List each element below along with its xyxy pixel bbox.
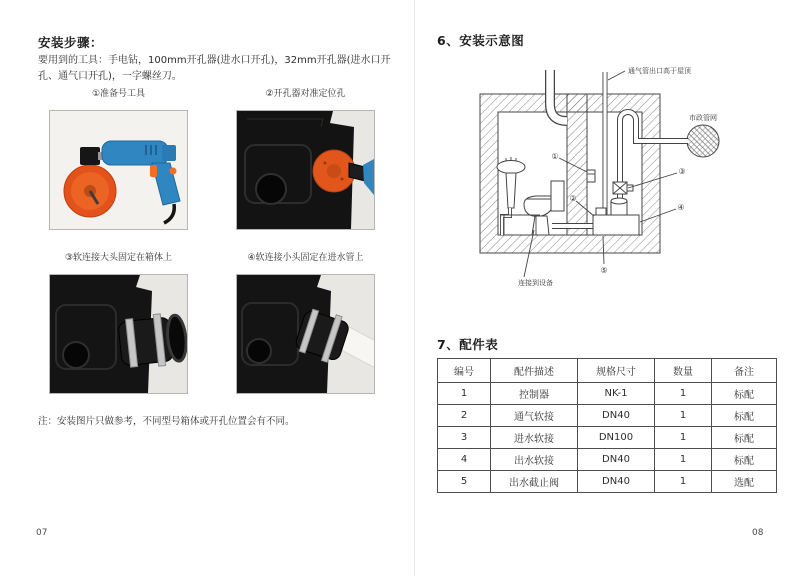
- installation-diagram: [452, 58, 782, 302]
- header-desc: 配件描述: [491, 359, 578, 383]
- municipal-pipe-section: [687, 125, 719, 157]
- cell: 进水软接: [491, 427, 578, 449]
- installation-note: 注：安装图片只做参考，不同型号箱体或开孔位置会有不同。: [38, 416, 295, 427]
- cell: 3: [438, 427, 491, 449]
- controller-box: [587, 170, 595, 182]
- cell: 1: [655, 383, 712, 405]
- cell: 2: [438, 405, 491, 427]
- photo-step1-tools: [49, 110, 188, 230]
- step1-caption: ①准备号工具: [91, 89, 146, 99]
- sewage-pump-unit: [552, 198, 639, 235]
- right-page-number: 08: [752, 528, 764, 538]
- pipe-into-coupling-illustration: [237, 275, 374, 393]
- cell: 标配: [712, 427, 777, 449]
- cell: 标配: [712, 449, 777, 471]
- parts-table: [437, 358, 777, 493]
- cell: 1: [655, 471, 712, 493]
- table-row: [438, 383, 777, 405]
- cell: NK-1: [578, 383, 655, 405]
- table-row: [438, 405, 777, 427]
- step3-caption: ③软连接大头固定在箱体上: [64, 253, 173, 263]
- marker-1: ①: [551, 152, 559, 161]
- cell: 选配: [712, 471, 777, 493]
- cell: 4: [438, 449, 491, 471]
- page-divider: [414, 0, 415, 576]
- step2-caption: ②开孔器对准定位孔: [265, 89, 346, 99]
- cell: DN40: [578, 405, 655, 427]
- header-number: 编号: [438, 359, 491, 383]
- photo-step2-align-holesaw: [236, 110, 375, 230]
- marker-5: ⑤: [600, 266, 608, 275]
- cell: DN100: [578, 427, 655, 449]
- pipe-shaft-wall: [567, 94, 587, 235]
- holesaw-on-tank-illustration: [237, 111, 374, 229]
- table-row: [438, 449, 777, 471]
- cell: 标配: [712, 405, 777, 427]
- connect-label: 连接到设备: [518, 279, 553, 287]
- header-qty: 数量: [655, 359, 712, 383]
- cell: 控制器: [491, 383, 578, 405]
- drill-and-holesaw-illustration: [50, 111, 187, 229]
- cell: 1: [655, 405, 712, 427]
- cell: 1: [655, 449, 712, 471]
- coupling-on-tank-illustration: [50, 275, 187, 393]
- cell: 出水软接: [491, 449, 578, 471]
- cell: DN40: [578, 471, 655, 493]
- table-row: [438, 427, 777, 449]
- cell: 1: [655, 427, 712, 449]
- vent-label: 通气管出口高于屋顶: [628, 67, 691, 75]
- step4-caption: ④软连接小头固定在进水管上: [247, 253, 364, 263]
- table-row: [438, 471, 777, 493]
- header-spec: 规格尺寸: [578, 359, 655, 383]
- municipal-label: 市政管网: [689, 114, 717, 122]
- left-page-number: 07: [36, 528, 48, 538]
- installation-diagram-svg: [452, 58, 782, 298]
- marker-3: ③: [678, 167, 686, 176]
- cell: 5: [438, 471, 491, 493]
- photo-step4-coupling-small-end: [236, 274, 375, 394]
- tools-intro-text: 要用到的工具：手电钻，100mm开孔器(进水口开孔)，32mm开孔器(进水口开孔、通气口开孔)，一字螺丝刀。: [38, 55, 391, 82]
- diagram-section-title: 6、安装示意图: [437, 33, 525, 48]
- cell: 通气软接: [491, 405, 578, 427]
- shutoff-valve: [613, 182, 633, 194]
- install-steps-title: 安装步骤：: [38, 35, 104, 50]
- rubber-coupling: [117, 311, 187, 370]
- photo-step3-coupling-big-end: [49, 274, 188, 394]
- cell: DN40: [578, 449, 655, 471]
- parts-table-header-row: [438, 359, 777, 383]
- cell: 1: [438, 383, 491, 405]
- hole-saw: [64, 165, 116, 217]
- header-remark: 备注: [712, 359, 777, 383]
- cell: 出水截止阀: [491, 471, 578, 493]
- marker-2: ②: [569, 194, 577, 203]
- parts-section-title: 7、配件表: [437, 337, 499, 352]
- marker-4: ④: [677, 203, 685, 212]
- cell: 标配: [712, 383, 777, 405]
